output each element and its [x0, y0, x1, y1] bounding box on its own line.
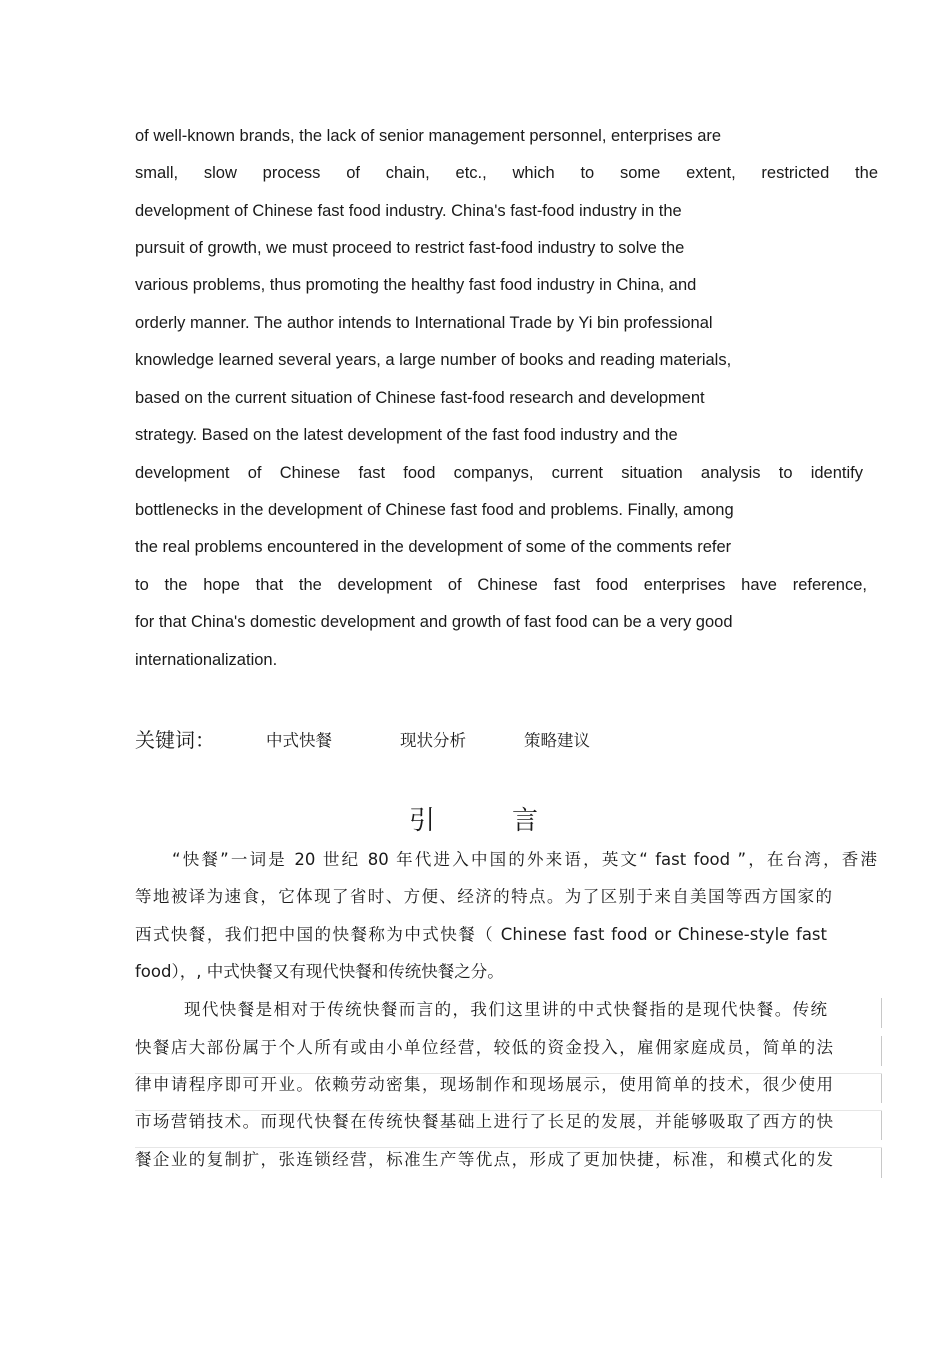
heading-char: 言 [512, 806, 539, 836]
abstract-line: for that China's domestic development and growth of fast food can be a very good [135, 613, 733, 631]
abstract-line: based on the current situation of Chinese fast-food research and development [135, 389, 705, 407]
paragraph-line: 律申请程序即可开业。依赖劳动密集，现场制作和现场展示，使用简单的技术，很少使用 [135, 1075, 833, 1094]
abstract-line: to the hope that the development of Chinese fast food enterprises have reference, [135, 576, 867, 594]
rule-horizontal [135, 1110, 882, 1111]
keywords-label: 关键词： [135, 728, 215, 752]
abstract-line: of well-known brands, the lack of senior management personnel, enterprises are [135, 127, 722, 145]
abstract-line: small, slow process of chain, etc., which to some extent, restricted the [135, 164, 878, 182]
abstract-line: the real problems encountered in the development of some of the comments refer [135, 538, 732, 556]
abstract-line: strategy. Based on the latest development of the fast food industry and the [135, 426, 678, 444]
paragraph-line: food），, 中式快餐又有现代快餐和传统快餐之分。 [135, 962, 504, 981]
abstract-line: pursuit of growth, we must proceed to restrict fast-food industry to solve the [135, 239, 685, 257]
paragraph-line: “快餐”一词是 20 世纪 80 年代进入中国的外来语，英文“ fast food ”，在台湾，香港 [172, 850, 877, 869]
heading-char: 引 [409, 806, 436, 836]
paragraph-line: 快餐店大部份属于个人所有或由小单位经营，较低的资金投入，雇佣家庭成员，简单的法 [135, 1038, 833, 1057]
abstract-line: orderly manner. The author intends to International Trade by Yi bin professional [135, 314, 713, 332]
rule-vertical [881, 1148, 882, 1178]
abstract-line: internationalization. [135, 651, 278, 669]
paragraph-line: 市场营销技术。而现代快餐在传统快餐基础上进行了长足的发展，并能够吸取了西方的快 [135, 1112, 833, 1131]
paragraph-line: 等地被译为速食，它体现了省时、方便、经济的特点。为了区别于来自美国等西方国家的 [135, 887, 832, 906]
rule-horizontal [135, 1147, 882, 1148]
abstract-line: development of Chinese fast food companys, current situation analysis to identify [135, 464, 863, 482]
section-heading [0, 800, 950, 836]
keyword: 现状分析 [400, 731, 466, 750]
paragraph-line: 现代快餐是相对于传统快餐而言的，我们这里讲的中式快餐指的是现代快餐。传统 [184, 1000, 827, 1019]
rule-vertical [881, 998, 882, 1028]
abstract-line: knowledge learned several years, a large number of books and reading materials, [135, 351, 732, 369]
abstract-line: various problems, thus promoting the healthy fast food industry in China, and [135, 276, 697, 294]
paragraph-line: 西式快餐，我们把中国的快餐称为中式快餐（ Chinese fast food or Chinese-style fast [135, 925, 827, 944]
rule-vertical [881, 1110, 882, 1140]
keyword: 中式快餐 [266, 731, 332, 750]
rule-vertical [881, 1036, 882, 1066]
paragraph-line: 餐企业的复制扩，张连锁经营，标准生产等优点，形成了更加快捷，标准，和模式化的发 [135, 1150, 833, 1169]
keyword: 策略建议 [524, 731, 590, 750]
keywords-row [135, 724, 735, 750]
abstract-line: development of Chinese fast food industry. China's fast-food industry in the [135, 202, 682, 220]
rule-horizontal [135, 1073, 882, 1074]
abstract-line: bottlenecks in the development of Chinese fast food and problems. Finally, among [135, 501, 734, 519]
rule-vertical [881, 1073, 882, 1103]
